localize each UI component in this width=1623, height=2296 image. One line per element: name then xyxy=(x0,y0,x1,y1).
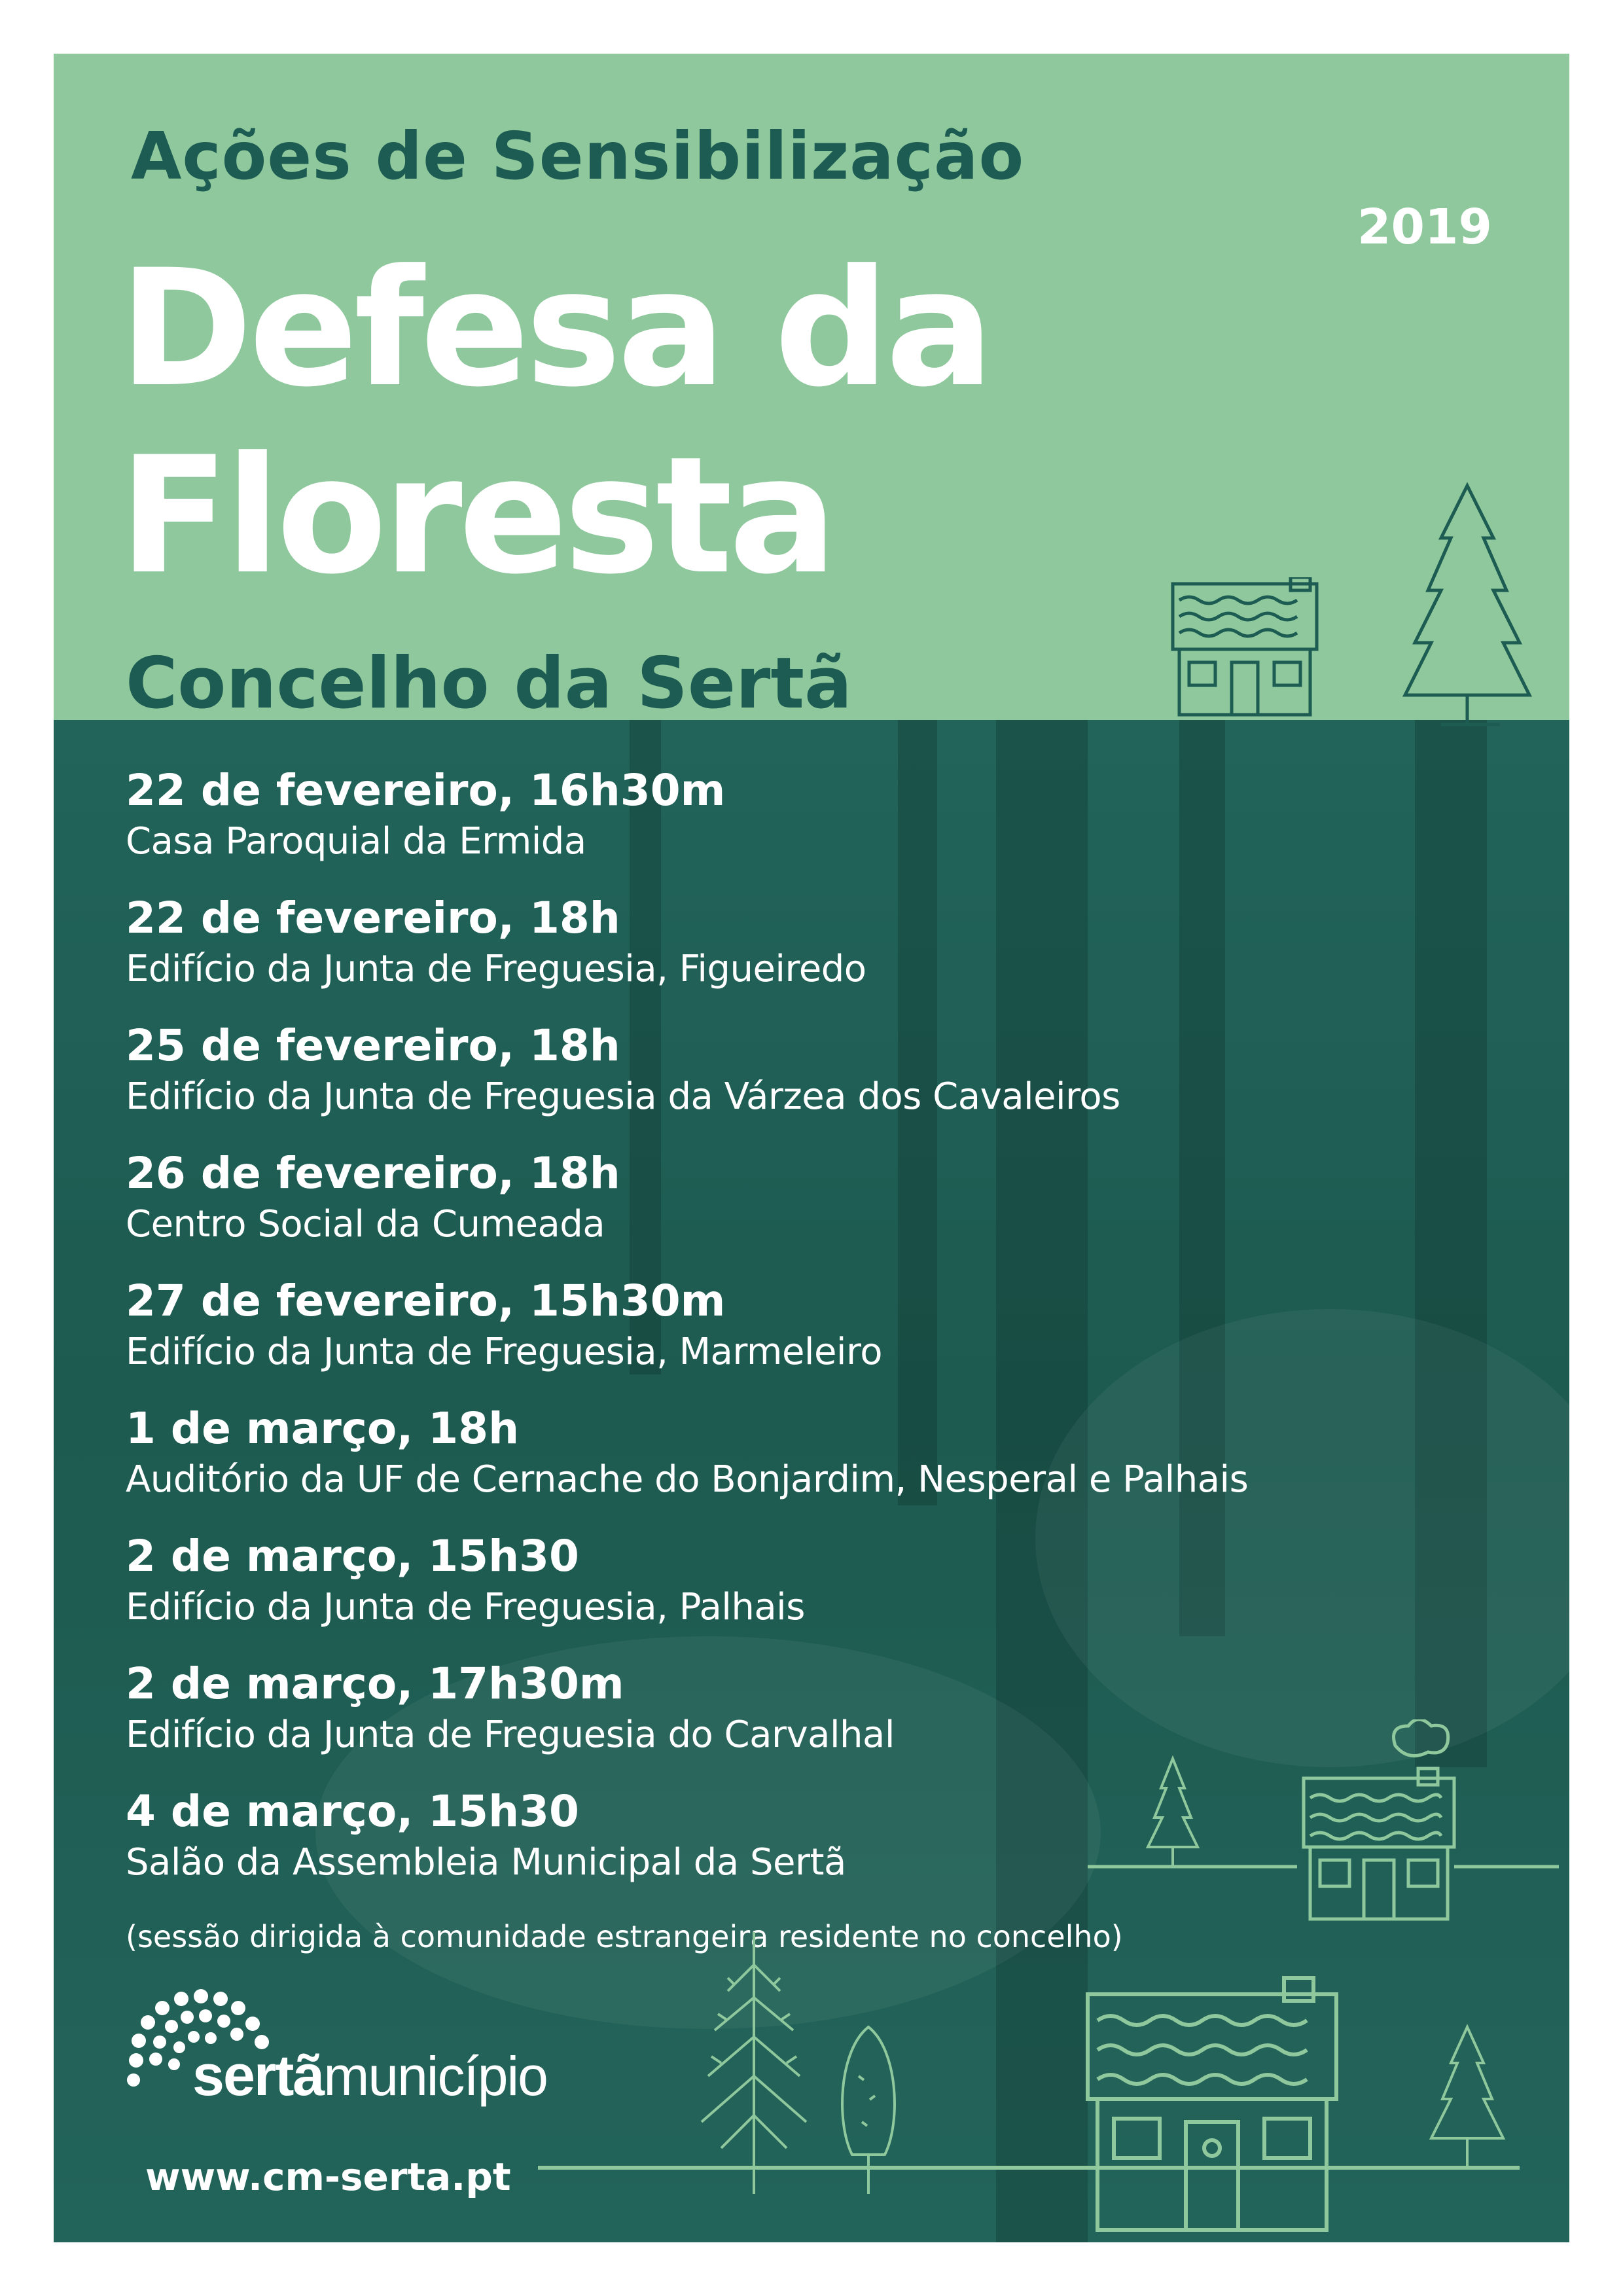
bare-tree-icon xyxy=(682,1926,826,2200)
pine-tree-icon xyxy=(1421,2024,1513,2174)
session-date: 26 de fevereiro, 18h xyxy=(126,1148,620,1198)
session-list xyxy=(126,764,1248,1912)
year-label: 2019 xyxy=(1357,199,1492,255)
ground-line xyxy=(538,2161,1559,2174)
title-line-2: Floresta xyxy=(119,423,834,610)
session-place: Auditório da UF de Cernache do Bonjardim, Nesperal e Palhais xyxy=(126,1458,1249,1501)
session-place: Edifício da Junta de Freguesia do Carvalhal xyxy=(126,1713,895,1756)
pine-tree-icon xyxy=(1395,479,1539,728)
session-place: Edifício da Junta de Freguesia, Figueiredo xyxy=(126,948,866,990)
list-item xyxy=(126,1147,1248,1274)
list-item xyxy=(126,891,1248,1019)
session-date: 22 de fevereiro, 18h xyxy=(126,893,620,943)
list-item xyxy=(126,1657,1248,1785)
list-item xyxy=(126,1274,1248,1402)
session-place: Salão da Assembleia Municipal da Sertã xyxy=(126,1841,846,1884)
session-place: Edifício da Junta de Freguesia da Várzea dos Cavaleiros xyxy=(126,1075,1120,1118)
house-icon xyxy=(1166,577,1323,721)
session-date: 22 de fevereiro, 16h30m xyxy=(126,765,726,816)
session-place: Edifício da Junta de Freguesia, Marmeleiro xyxy=(126,1331,883,1373)
region-heading: Concelho da Sertã xyxy=(126,643,852,725)
session-date: 27 de fevereiro, 15h30m xyxy=(126,1276,726,1326)
list-item xyxy=(126,1402,1248,1530)
list-item xyxy=(126,1530,1248,1657)
list-item xyxy=(126,1785,1248,1912)
session-date: 2 de março, 17h30m xyxy=(126,1659,624,1709)
title-line-1: Defesa da xyxy=(119,236,991,423)
session-place: Edifício da Junta de Freguesia, Palhais xyxy=(126,1586,805,1628)
cottage-smoke-icon xyxy=(1297,1719,1467,1922)
website-link[interactable]: www.cm-serta.pt xyxy=(145,2155,511,2199)
session-place: Centro Social da Cumeada xyxy=(126,1203,605,1246)
session-date: 1 de março, 18h xyxy=(126,1403,520,1454)
session-date: 2 de março, 15h30 xyxy=(126,1531,579,1581)
house-icon xyxy=(1075,1971,1349,2233)
serta-logo xyxy=(119,1984,577,2115)
session-date: 4 de março, 15h30 xyxy=(126,1786,579,1837)
list-item xyxy=(126,1019,1248,1147)
logo-wordmark: sertãmunicípio xyxy=(192,2043,547,2108)
pine-tree-icon xyxy=(1140,1755,1205,1873)
subtitle: Ações de Sensibilização xyxy=(131,118,1025,194)
session-note: (sessão dirigida à comunidade estrangeira residente no concelho) xyxy=(126,1919,1123,1954)
session-place: Casa Paroquial da Ermida xyxy=(126,820,586,863)
session-date: 25 de fevereiro, 18h xyxy=(126,1020,620,1071)
poster xyxy=(54,54,1569,2242)
list-item xyxy=(126,764,1248,891)
